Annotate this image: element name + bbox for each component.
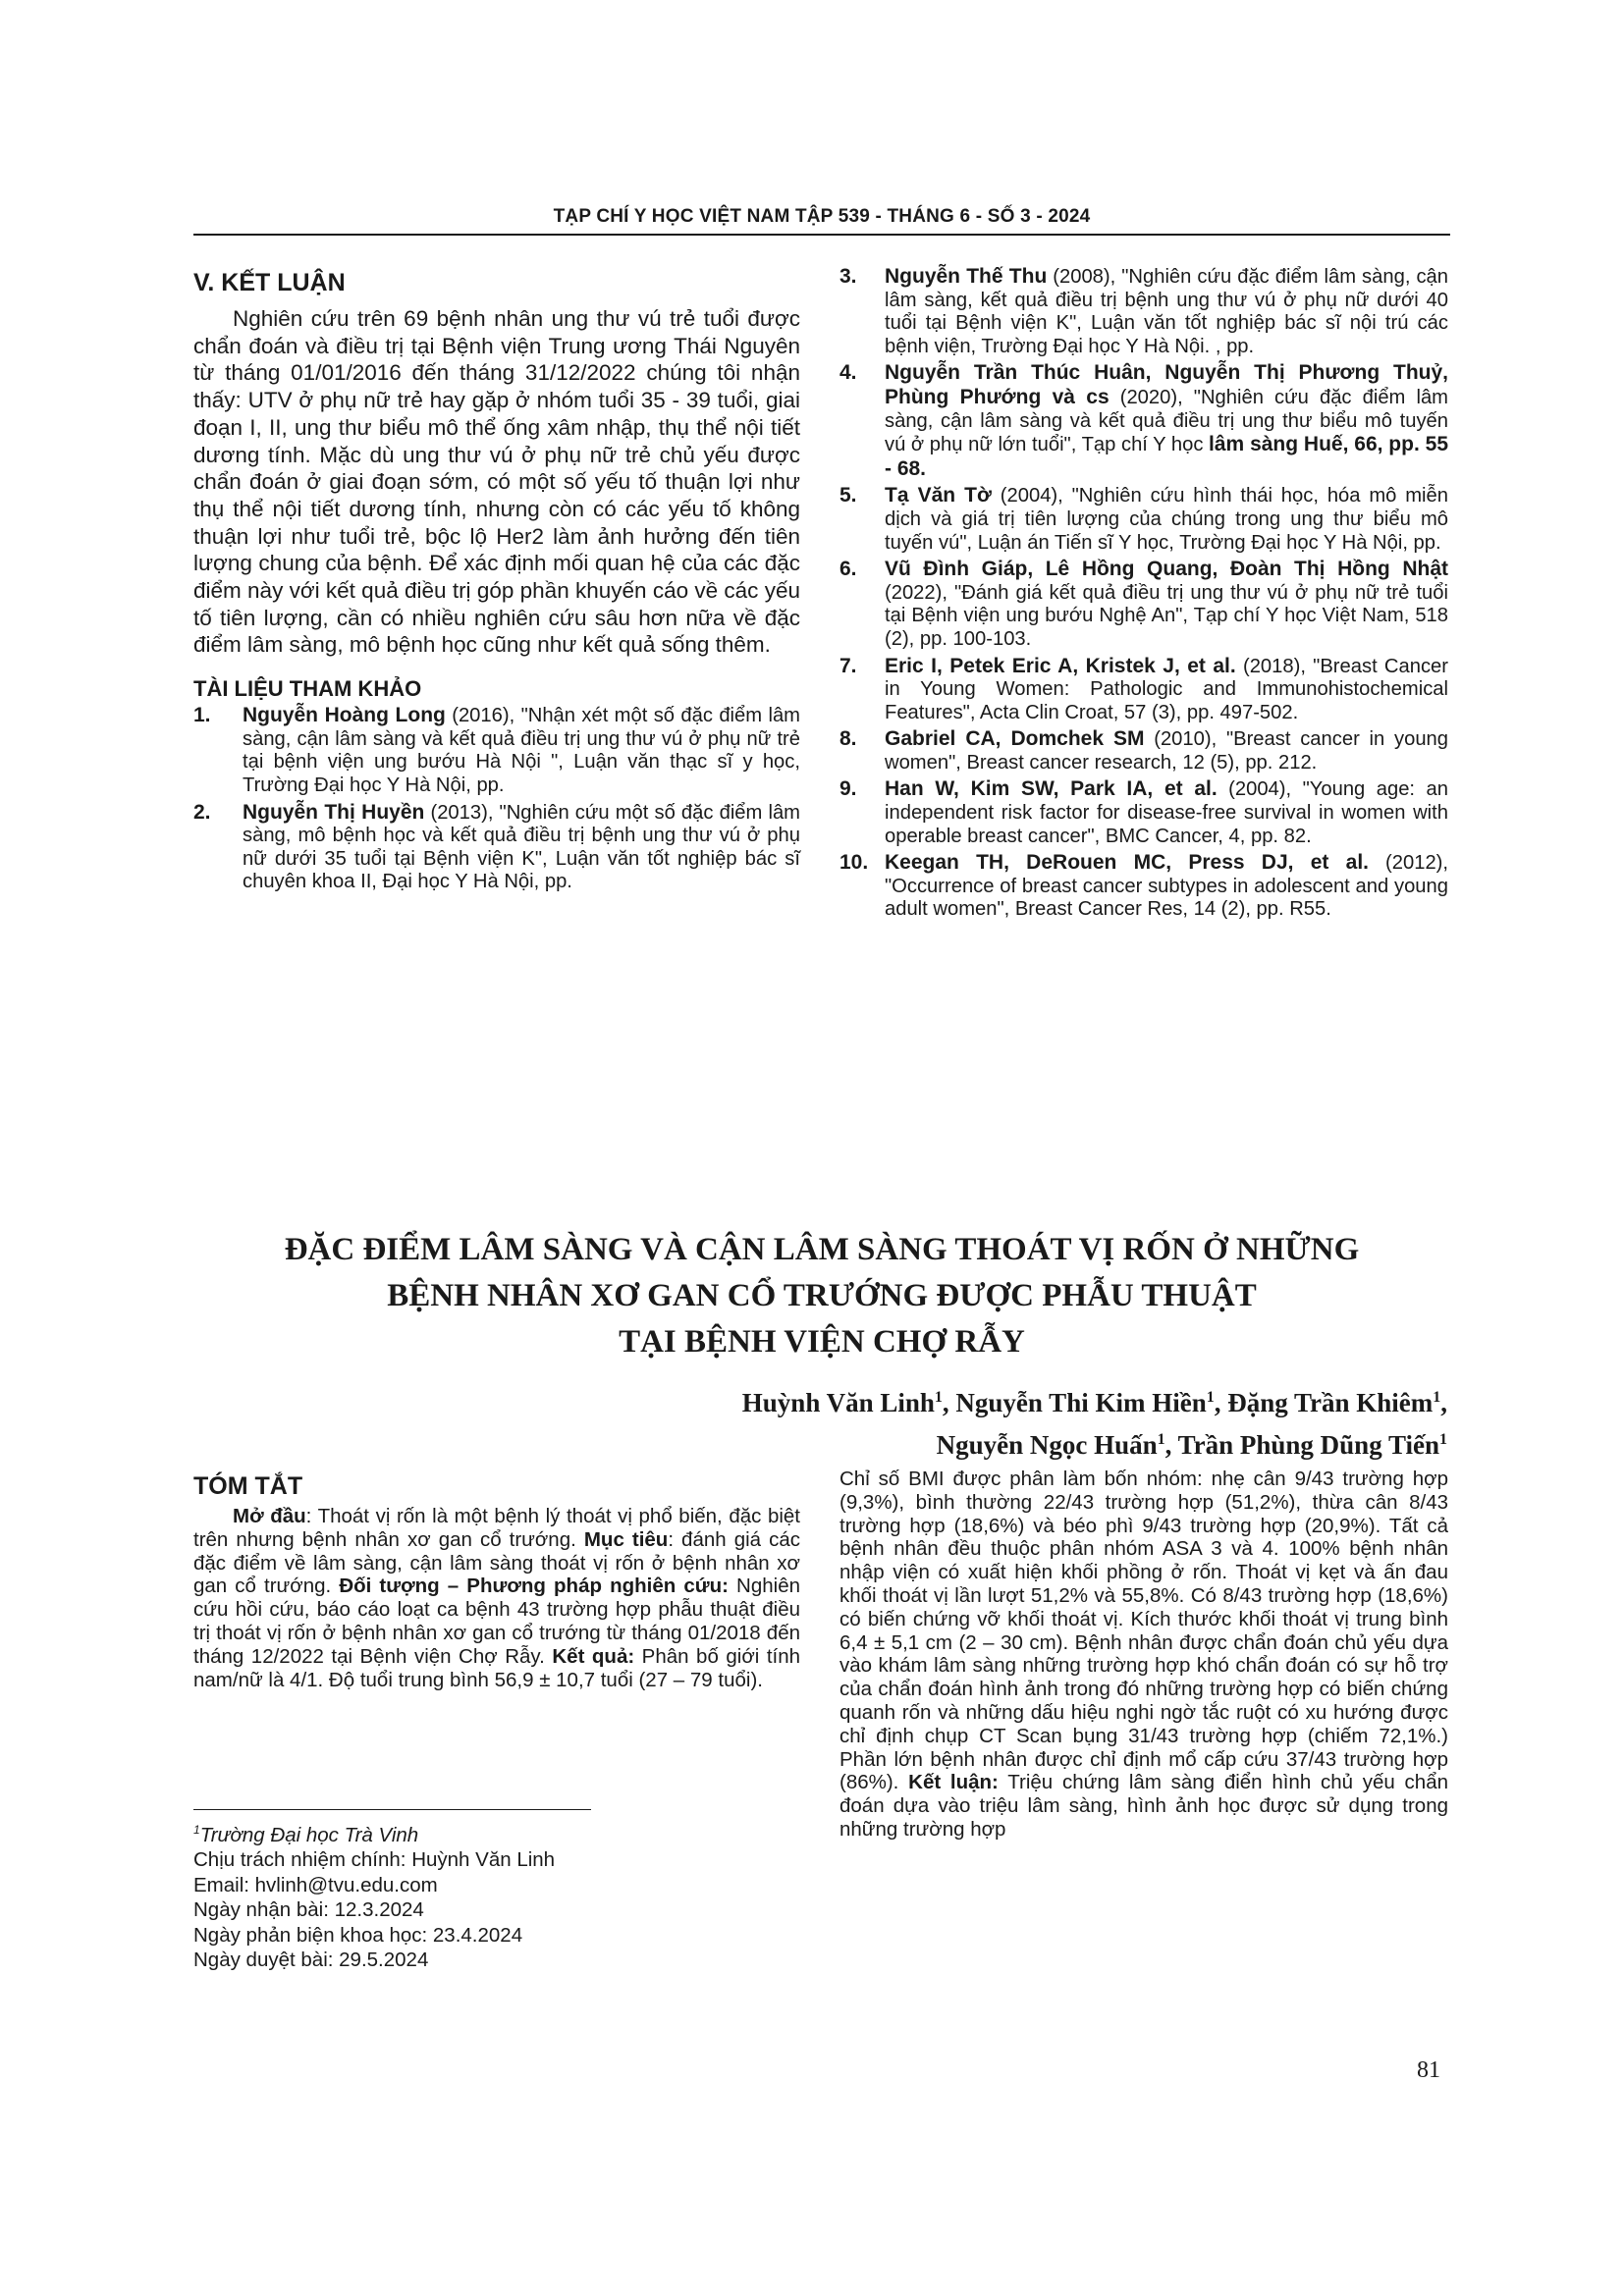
reference-number: 1. <box>193 704 211 727</box>
footnote-received: Ngày nhận bài: 12.3.2024 <box>193 1898 424 1922</box>
reference-item <box>839 484 1448 555</box>
reference-number: 9. <box>839 777 857 801</box>
reference-item <box>839 265 1448 358</box>
author-affiliation-mark: 1 <box>934 1389 943 1406</box>
footnotes <box>193 1818 783 1973</box>
reference-authors: Han W, Kim SW, Park IA, et al. <box>885 777 1218 801</box>
author-separator: , <box>942 1388 956 1417</box>
footnote-corresponding: Chịu trách nhiệm chính: Huỳnh Văn Linh <box>193 1848 556 1872</box>
abstract-results-continued: Chỉ số BMI được phân làm bốn nhóm: nhẹ cân 9/43 trường hợp (9,3%), bình thường 22/43 trường hợp (51,2%), thừa cân 8/43 trường hợp (18,6%) và béo phì 9/43 trường hợp (20,9%). Tất cả bệnh nhân đều thuộc phân nhóm ASA 3 và 4. 100% bệnh nhân nhập viện có xuất hiện khối phồng ở rốn. Thoát vị kẹt và ấn đau khối thoát vị lần lượt 51,2% và 55,8%. Có 8/43 trường hợp (18,6%) có biến chứng vỡ khối thoát vị. Kích thước khối thoát vị trung bình 6,4 ± 5,1 cm (2 – 30 cm). Bệnh nhân được chẩn đoán chủ yếu dựa vào khám lâm sàng những trường hợp khó chẩn đoán có sự hỗ trợ của chẩn đoán hình ảnh trong đó những trường hợp có biến chứng quanh rốn và những dấu hiệu nghi ngờ tắc ruột có xu hướng được chỉ định chụp CT Scan bụng 31/43 trường hợp (chiếm 72,1%.) Phần lớn bệnh nhân được chỉ định mổ cấp cứu 37/43 trường hợp (86%). <box>839 1468 1448 1794</box>
abstract-intro-label: Mở đầu <box>233 1505 306 1527</box>
author-affiliation-mark: 1 <box>1157 1431 1165 1448</box>
footnote-affiliation-mark: 1 <box>193 1823 200 1837</box>
footnote-affiliation <box>193 1818 783 1847</box>
reference-body: (2020), "Nghiên cứu đặc điểm lâm sàng, cận lâm sàng và kết quả điều trị ung thư biểu mô tuyến vú ở phụ nữ lớn tuổi", Tạp chí Y học <box>885 386 1448 456</box>
author-name: Nguyễn Thi Kim Hiền <box>955 1388 1207 1417</box>
abstract-conclusion-text: Triệu chứng lâm sàng điển hình chủ yếu chẩn đoán dựa vào triệu lâm sàng, hình ảnh học được sử dụng trong những trường hợp <box>839 1771 1448 1841</box>
author-separator: , <box>1214 1388 1228 1417</box>
reference-authors: Gabriel CA, Domchek SM <box>885 727 1145 751</box>
references-heading: TÀI LIỆU THAM KHẢO <box>193 676 422 702</box>
author-line <box>367 1379 1447 1421</box>
author-separator: , <box>1440 1388 1447 1417</box>
abstract-aim-text: : đánh giá các đặc điểm về lâm sàng, cận lâm sàng thoát vị rốn ở bệnh nhân xơ gan cổ trướng. <box>193 1527 800 1598</box>
footnote-affiliation-text: Trường Đại học Trà Vinh <box>199 1823 419 1846</box>
reference-body: (2010), "Breast cancer in young women", Breast cancer research, 12 (5), pp. 212. <box>885 728 1449 774</box>
reference-authors: Keegan TH, DeRouen MC, Press DJ, et al. <box>885 851 1370 875</box>
author-affiliation-mark: 1 <box>1433 1389 1441 1406</box>
reference-authors: Nguyễn Thế Thu <box>885 265 1048 288</box>
reference-item <box>193 801 800 894</box>
abstract-results-label: Kết quả: <box>552 1644 635 1668</box>
reference-body: (2016), "Nhận xét một số đặc điểm lâm sàng, cận lâm sàng và kết quả điều trị ung thư vú ở phụ nữ trẻ tại bệnh viện ung bướu Hà Nội ", Luận văn thạc sĩ y học, Trường Đại học Y Hà Nội, pp. <box>243 705 800 796</box>
reference-body: (2004), "Young age: an independent risk factor for disease-free survival in women with operable breast cancer", BMC Cancer, 4, pp. 82. <box>885 778 1448 847</box>
abstract-methods-text: Nghiên cứu hồi cứu, báo cáo loạt ca bệnh 43 trường hợp phẫu thuật điều trị thoát vị rốn ở bệnh nhân xơ gan cổ trướng từ tháng 01/2018 đến tháng 12/2022 tại Bệnh viện Chợ Rẫy. <box>193 1575 801 1668</box>
abstract-aim-label: Mục tiêu <box>583 1527 669 1551</box>
reference-number: 8. <box>839 727 857 751</box>
article-title-line: ĐẶC ĐIỂM LÂM SÀNG VÀ CẬN LÂM SÀNG THOÁT VỊ RỐN Ở NHỮNG <box>284 1232 1360 1267</box>
reference-authors: Nguyễn Thị Huyền <box>243 800 425 824</box>
abstract-heading: TÓM TẮT <box>193 1472 303 1500</box>
author-affiliation-mark: 1 <box>1206 1389 1215 1406</box>
abstract-methods-label: Đối tượng – Phương pháp nghiên cứu: <box>339 1575 729 1598</box>
journal-header: TẠP CHÍ Y HỌC VIỆT NAM TẬP 539 - THÁNG 6 - SỐ 3 - 2024 <box>193 206 1450 236</box>
reference-number: 7. <box>839 654 857 677</box>
reference-authors: Tạ Văn Tờ <box>885 484 992 507</box>
author-name: Trần Phùng Dũng Tiến <box>1177 1430 1439 1460</box>
reference-number: 5. <box>839 484 857 507</box>
footnote-accepted: Ngày duyệt bài: 29.5.2024 <box>193 1949 429 1972</box>
reference-authors: Nguyễn Hoàng Long <box>243 704 446 727</box>
reference-item <box>839 558 1448 651</box>
abstract-results-text: Phân bố giới tính nam/nữ là 4/1. Độ tuổi trung bình 56,9 ± 10,7 tuổi (27 – 79 tuổi). <box>193 1644 801 1691</box>
abstract-left-column <box>193 1472 800 1691</box>
author-line <box>367 1421 1447 1464</box>
reference-authors: Eric I, Petek Eric A, Kristek J, et al. <box>885 654 1236 677</box>
author-separator: , <box>1164 1430 1178 1460</box>
author-list <box>367 1379 1447 1464</box>
left-column-top <box>193 269 800 897</box>
reference-item <box>193 704 800 797</box>
abstract-intro-text: : Thoát vị rốn là một bệnh lý thoát vị phổ biến, đặc biệt trên nhưng bệnh nhân xơ gan cổ trướng. <box>193 1505 800 1551</box>
reference-body: (2008), "Nghiên cứu đặc điểm lâm sàng, cận lâm sàng, kết quả điều trị bệnh ung thư vú ở phụ nữ dưới 40 tuổi tại Bệnh viện K", Luận văn tốt nghiệp bác sĩ nội trú các bệnh viện, Trường Đại học Y Hà Nội. , pp. <box>885 266 1448 357</box>
article-title <box>193 1227 1450 1365</box>
abstract-conclusion-label: Kết luận: <box>908 1771 999 1794</box>
article-title-line: TẠI BỆNH VIỆN CHỢ RẪY <box>619 1324 1025 1360</box>
reference-item <box>839 851 1448 922</box>
reference-item <box>839 361 1448 481</box>
reference-number: 4. <box>839 361 857 385</box>
reference-item <box>839 777 1448 848</box>
reference-item <box>839 727 1448 774</box>
footnote-email: Email: hvlinh@tvu.edu.com <box>193 1873 438 1896</box>
reference-body: (2022), "Đánh giá kết quả điều trị ung thư vú ở phụ nữ trẻ tuổi tại Bệnh viện ung bướu Nghệ An", Tạp chí Y học Việt Nam, 518 (2), pp. 100-103. <box>885 581 1448 650</box>
reference-number: 2. <box>193 800 211 824</box>
reference-number: 3. <box>839 265 857 288</box>
abstract-text-start <box>193 1505 800 1691</box>
reference-body: (2018), "Breast Cancer in Young Women: Pathologic and Immunohistochemical Features", Acta Clin Croat, 57 (3), pp. 497-502. <box>885 655 1448 723</box>
abstract-text-continued <box>839 1468 1448 1842</box>
reference-number: 10. <box>839 851 869 875</box>
reference-body: (2013), "Nghiên cứu một số đặc điểm lâm sàng, mô bệnh học và kết quả điều trị bệnh ung thư vú ở phụ nữ dưới 35 tuổi tại Bệnh viện K", Luận văn tốt nghiệp bác sĩ chuyên khoa II, Đại học Y Hà Nội, pp. <box>243 801 800 893</box>
author-name: Đặng Trần Khiêm <box>1227 1388 1434 1417</box>
footnote-divider <box>193 1809 591 1810</box>
reference-number: 6. <box>839 558 857 581</box>
reference-authors: Nguyễn Trần Thúc Huân, Nguyễn Thị Phương Thuỷ, Phùng Phướng và cs <box>885 361 1448 408</box>
conclusion-text: Nghiên cứu trên 69 bệnh nhân ung thư vú trẻ tuổi được chẩn đoán và điều trị tại Bệnh viện Trung ương Thái Nguyên từ tháng 01/01/2016 đến tháng 31/12/2022 chúng tôi nhận thấy: UTV ở phụ nữ trẻ hay gặp ở nhóm tuổi 35 - 39 tuổi, giai đoạn I, II, ung thư biểu mô thể ống xâm nhập, thụ thể nội tiết dương tính. Mặc dù ung thư vú ở phụ nữ trẻ chủ yếu được chẩn đoán ở giai đoạn sớm, có một số yếu tố thuận lợi như thụ thể nội tiết dương tính, nhưng còn có các yếu tố không thuận lợi như tuổi trẻ, bộc lộ Her2 làm ảnh hưởng đến tiên lượng chung của bệnh. Để xác định mối quan hệ của các đặc điểm này với kết quả điều trị góp phần khuyến cáo về các yếu tố tiên lượng, cần có nhiều nghiên cứu sâu hơn nữa về đặc điểm lâm sàng, mô bệnh học cũng như kết quả sống thêm. <box>193 306 800 658</box>
author-name: Huỳnh Văn Linh <box>741 1388 935 1417</box>
footnote-reviewed: Ngày phản biện khoa học: 23.4.2024 <box>193 1923 523 1947</box>
author-affiliation-mark: 1 <box>1439 1431 1447 1448</box>
abstract-right-column <box>839 1468 1448 1842</box>
reference-body: (2012), "Occurrence of breast cancer subtypes in adolescent and young adult women", Breast Cancer Res, 14 (2), pp. R55. <box>885 852 1449 921</box>
right-column-top <box>839 265 1448 925</box>
reference-source: lâm sàng Huế, 66, pp. 55 - 68. <box>885 433 1448 480</box>
reference-body: (2004), "Nghiên cứu hình thái học, hóa mô miễn dịch và giá trị tiên lượng của chúng trong ung thư biểu mô tuyến vú", Luận án Tiến sĩ Y học, Trường Đại học Y Hà Nội, pp. <box>885 485 1448 554</box>
page-number: 81 <box>1417 2057 1440 2083</box>
author-name: Nguyễn Ngọc Huấn <box>936 1430 1158 1460</box>
conclusion-heading: V. KẾT LUẬN <box>193 269 346 296</box>
reference-item <box>839 655 1448 725</box>
article-title-line: BỆNH NHÂN XƠ GAN CỔ TRƯỚNG ĐƯỢC PHẪU THUẬT <box>387 1278 1257 1313</box>
reference-authors: Vũ Đình Giáp, Lê Hồng Quang, Đoàn Thị Hồng Nhật <box>885 558 1448 581</box>
